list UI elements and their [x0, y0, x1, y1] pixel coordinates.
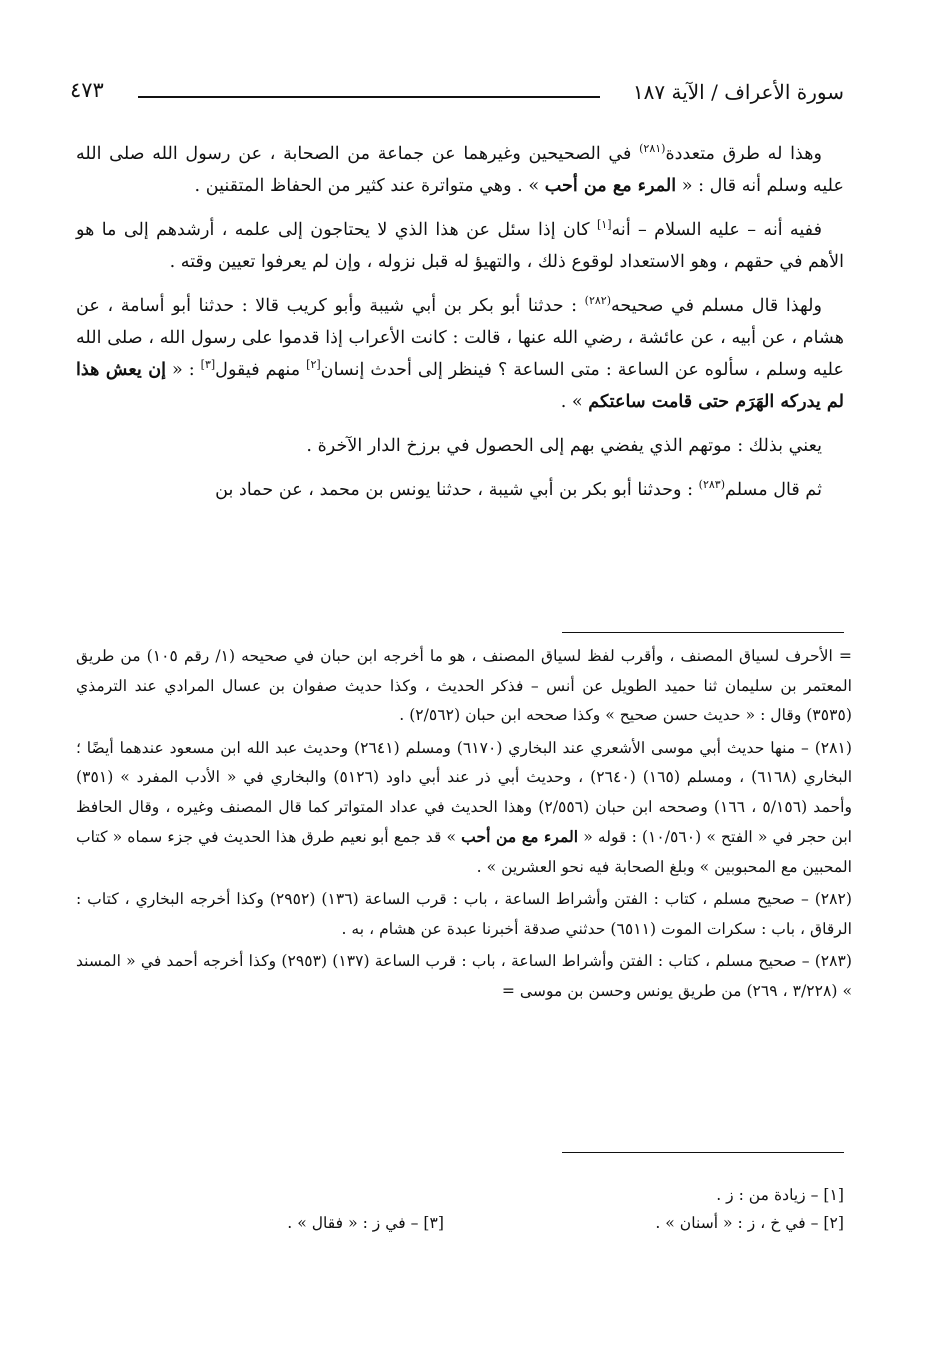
variant-ref: [٢] [306, 358, 321, 372]
variant-ref: [١] [596, 218, 612, 232]
variant-row [76, 1181, 844, 1209]
variant-notes-separator [562, 1152, 844, 1153]
variant-note-2: [٢] – في خ ، ز : « أسنان » . [655, 1214, 844, 1232]
variant-note-3: [٣] – في ز : « فقال » . [287, 1214, 444, 1232]
footnote-282: (٢٨٢) – صحيح مسلم ، كتاب : الفتن وأشراط الساعة ، باب : قرب الساعة (١٣٦) (٢٩٥٢) وكذا أخرجه البخاري ، كتاب : الرقاق ، باب : سكرات الموت (٦٥١١) حدثني صدقة أخبرنا عبدة عن هشام ، به . [76, 890, 853, 938]
variant-notes [76, 1181, 844, 1251]
variant-row [76, 1209, 844, 1237]
paragraph-2: ففيه أنه – عليه السلام – أنه[١] كان إذا سئل عن هذا الذي لا يحتاجون إلى علمه ، أرشدهم إلى ما هو الأهم في حقهم ، وهو الاستعداد لوقوع ذلك ، والتهيؤ له قبل نزوله ، وإن لم يعرفوا تعيين وقته . [76, 218, 844, 272]
hadith-quote: المرء مع من أحب [544, 175, 677, 196]
footnote-281: (٢٨١) – منها حديث أبي موسى الأشعري عند البخاري (٦١٧٠) ومسلم (٢٦٤١) وحديث عبد الله ابن مسعود عندهما أيضًا ؛ البخاري (٦١٦٨) ، ومسلم (١٦٥) (٢٦٤٠) ، وحديث أبي ذر عند أبي داود (٥١٢٦) والبخاري في « الأدب المفرد » (٣٥١) وأحمد (٥/١٥٦ ، ١٦٦) وصححه ابن حبان (٢/٥٥٦) وهذا الحديث في عداد المتواتر كما قال المصنف وغيره ، وقال الحافظ ابن حجر في « الفتح » (١٠/٥٦٠) : قوله « المرء مع من أحب » قد جمع أبو نعيم طرق هذا الحديث في جزء سماه « كتاب المحبين مع المحبوبين » وبلغ الصحابة فيه نحو العشرين » . [76, 738, 853, 876]
paragraph-3: ولهذا قال مسلم في صحيحه$^{(٢٨٢)}$ : حدثنا أبو بكر بن أبي شيبة وأبو كريب قالا : حدثنا أبو أسامة ، عن هشام ، عن أبيه ، عن عائشة ، رضي الله عنها ، قالت : كانت الأعراب إذا قدموا على رسول الله ، صلى الله عليه وسلم ، سألوه عن الساعة : متى الساعة ؟ فينظر إلى أحدث إنسان[٢] منهم فيقول[٣] : « إن يعش هذا لم يدركه الهَرَم حتى قامت ساعتكم » . [76, 294, 844, 412]
main-text [76, 138, 844, 518]
variant-ref: [٣] [200, 358, 216, 372]
page-header [70, 78, 844, 118]
paragraph-4: يعني بذلك : موتهم الذي يفضي بهم إلى الحصول في برزخ الدار الآخرة . [306, 436, 822, 456]
running-title: سورة الأعراف / الآية ١٨٧ [632, 80, 844, 104]
page-number: ٤٧٣ [70, 78, 104, 102]
footnote-ref: (٢٨٢) [584, 294, 611, 308]
paragraph-1: وهذا له طرق متعددة$^{(٢٨١)}$ في الصحيحين وغيرهما عن جماعة من الصحابة ، عن رسول الله صلى الله عليه وسلم أنه قال : « المرء مع من أحب » . وهي متواترة عند كثير من الحفاظ المتقنين . [76, 142, 844, 196]
hadith-quote: إن يعش هذا لم يدركه الهَرَم حتى قامت ساعتكم [76, 359, 844, 412]
footnote-continuation: = الأحرف لسياق المصنف ، وأقرب لفظ لسياق المصنف ، هو ما أخرجه ابن حبان في صحيحه (١/ رقم ١٠٥) من طريق المعتمر بن سليمان ثنا حميد الطويل عن أنس – فذكر الحديث ، وكذا حديث صفوان بن عسال المرادي عند الترمذي (٣٥٣٥) وقال : « حديث حسن صحيح » وكذا صححه ابن حبان (٢/٥٦٢) . [76, 647, 852, 724]
footnote-283: (٢٨٣) – صحيح مسلم ، كتاب : الفتن وأشراط الساعة ، باب : قرب الساعة (١٣٧) (٢٩٥٣) وكذا أخرجه أحمد في « المسند » (٣/٢٢٨ ، ٢٦٩) من طريق يونس وحسن بن موسى = [76, 952, 853, 1000]
variant-note-1: [١] – زيادة من : ز . [716, 1186, 844, 1204]
paragraph-5: ثم قال مسلم$^{(٢٨٣)}$ : وحدثنا أبو بكر بن أبي شيبة ، حدثنا يونس بن محمد ، عن حماد بن [215, 478, 822, 500]
footnotes [76, 642, 852, 1009]
footnote-separator [562, 632, 844, 633]
header-rule [138, 96, 600, 98]
footnote-ref: (٢٨١) [639, 142, 666, 156]
footnote-ref: (٢٨٣) [698, 478, 725, 492]
